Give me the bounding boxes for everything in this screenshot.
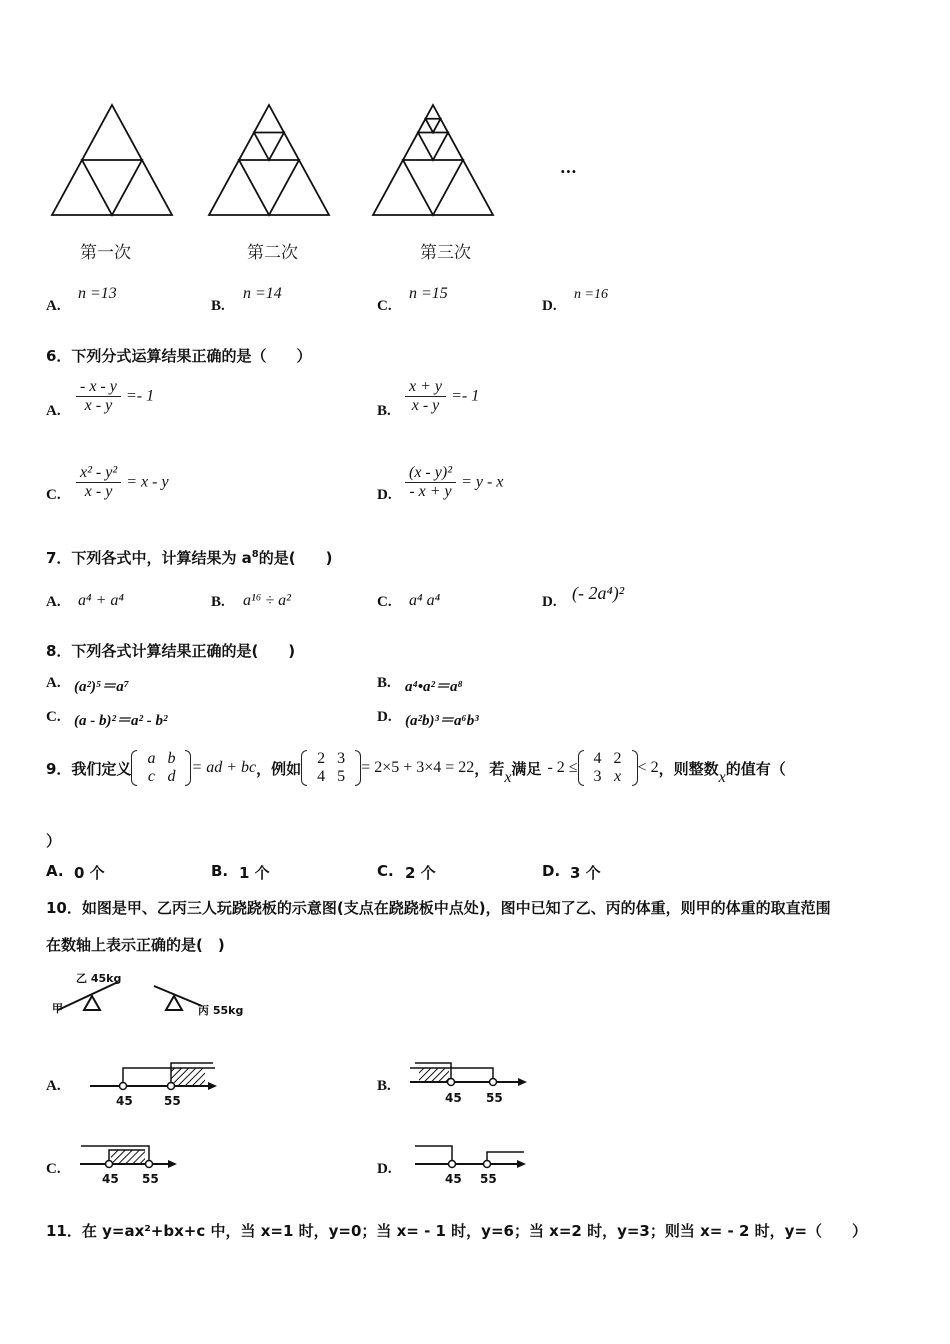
det2-d: 5	[337, 768, 346, 785]
q9-x-2: x	[718, 769, 726, 786]
q8-stem: 8．下列各式计算结果正确的是( )	[46, 642, 296, 660]
q7-stem	[46, 547, 332, 568]
q6-a-expr	[76, 378, 154, 415]
q9-b-text: 1 个	[239, 864, 270, 882]
q6-b-den: x - y	[411, 397, 440, 414]
q6-d-expr	[405, 464, 503, 501]
seesaw-1-board	[58, 982, 118, 1010]
q9-text-8: < 2	[637, 759, 659, 776]
q7-d-expr: (- 2a⁴)²	[572, 583, 625, 603]
q7-stem-pre: 7．下列各式中，计算结果为 a	[46, 549, 252, 567]
q6-b-expr	[405, 378, 479, 415]
q7-stem-post: 的是( )	[258, 549, 333, 567]
ellipsis: ...	[560, 158, 577, 177]
number-line-c	[75, 1136, 185, 1188]
q8-c-expr: (a - b)²＝a² - b²	[74, 713, 168, 729]
q8-a-expr: (a²)⁵＝a⁷	[74, 679, 129, 695]
tick-55: 55	[164, 1094, 181, 1108]
q6-a-num: - x - y	[76, 378, 121, 397]
triangle-step-2	[209, 105, 329, 215]
q6-b-rhs: =- 1	[451, 387, 480, 405]
q9-det-example	[301, 750, 361, 786]
q6-c-den: x - y	[84, 483, 113, 500]
tick-45: 45	[445, 1091, 462, 1105]
q9-text-5: ，若	[474, 759, 505, 778]
q5-option-a-label: A.	[46, 298, 61, 314]
q6-a-label: A.	[46, 403, 61, 419]
q8-d-label: D.	[377, 709, 392, 725]
q5-option-c: n =15	[409, 285, 448, 302]
q7-b-expr: a¹⁶ ÷ a²	[243, 592, 291, 609]
caption-third: 第三次	[420, 243, 471, 263]
seesaw-1-fulcrum	[84, 996, 100, 1010]
triangle-step-3	[373, 105, 493, 215]
q9-det-definition	[131, 750, 191, 786]
q11-stem: 11．在 y=ax²+bx+c 中，当 x=1 时，y=0；当 x= - 1 时，y=6；当 x=2 时，y=3；则当 x= - 2 时，y=（ ）	[46, 1222, 868, 1240]
q5-option-b-label: B.	[211, 298, 225, 314]
q9-a-text: 0 个	[74, 864, 105, 882]
q5-option-a: n =13	[78, 285, 117, 302]
q9-close-paren: ）	[46, 832, 62, 850]
q10-stem-line2: 在数轴上表示正确的是( )	[46, 936, 225, 954]
tick-45: 45	[102, 1172, 119, 1186]
q6-b-label: B.	[377, 403, 391, 419]
q10-c-label: C.	[46, 1161, 61, 1177]
q9-b-label: B.	[211, 862, 229, 880]
number-line-b	[405, 1058, 535, 1108]
q7-a-expr: a⁴ + a⁴	[78, 592, 124, 609]
q7-c-expr: a⁴ a⁴	[409, 592, 441, 609]
q7-stem-sup: 8	[251, 549, 259, 560]
q6-c-expr	[76, 464, 169, 501]
tick-55: 55	[486, 1091, 503, 1105]
det2-b: 3	[337, 750, 346, 767]
seesaw-jia-label: 甲	[52, 1002, 63, 1015]
q9-text-9: ，则整数	[658, 759, 719, 778]
q6-c-rhs: = x - y	[126, 473, 169, 491]
q9-d-label: D.	[542, 862, 561, 880]
q6-stem: 6．下列分式运算结果正确的是（ ）	[46, 347, 312, 365]
q9-text-7: - 2 ≤	[547, 759, 578, 776]
q9-det-condition	[578, 750, 638, 786]
det1-b: b	[167, 750, 176, 767]
det3-d: x	[613, 768, 622, 785]
det2-c: 4	[317, 768, 326, 785]
q6-b-num: x + y	[405, 378, 446, 397]
seesaw-figure	[46, 966, 256, 1022]
tick-45: 45	[116, 1094, 133, 1108]
q5-option-d: n =16	[574, 287, 608, 302]
q9-x-1: x	[504, 769, 512, 786]
det3-c: 3	[593, 768, 602, 785]
triangle-figure	[40, 95, 620, 230]
q7-d-label: D.	[542, 594, 557, 610]
q5-option-b: n =14	[243, 285, 282, 302]
det1-a: a	[147, 750, 156, 767]
q5-option-c-label: C.	[377, 298, 392, 314]
q9-text-1: 9．我们定义	[46, 759, 132, 778]
q10-b-label: B.	[377, 1078, 391, 1094]
q6-a-rhs: =- 1	[125, 387, 155, 405]
q5-option-d-label: D.	[542, 298, 557, 314]
q6-c-label: C.	[46, 487, 61, 503]
q10-d-label: D.	[377, 1161, 392, 1177]
seesaw-yi-label: 乙 45kg	[76, 972, 122, 985]
tick-55: 55	[480, 1172, 497, 1186]
q9-text-3: ，例如	[256, 759, 302, 778]
det1-c: c	[147, 768, 155, 785]
triangle-step-1	[52, 105, 172, 215]
tick-55: 55	[142, 1172, 159, 1186]
number-line-d	[410, 1138, 535, 1188]
tick-45: 45	[445, 1172, 462, 1186]
det2-a: 2	[317, 750, 326, 767]
q6-d-label: D.	[377, 487, 392, 503]
q6-d-num: (x - y)²	[405, 464, 456, 483]
caption-first: 第一次	[80, 243, 131, 263]
q9-text-4: = 2×5 + 3×4 = 22	[361, 759, 475, 776]
q8-a-label: A.	[46, 675, 61, 691]
q8-b-expr: a⁴•a²＝a⁸	[405, 679, 463, 695]
q8-c-label: C.	[46, 709, 61, 725]
q10-stem-line1: 10．如图是甲、乙丙三人玩跷跷板的示意图(支点在跷跷板中点处)，图中已知了乙、丙的体重，则甲的体重的取直范围	[46, 899, 831, 917]
q7-b-label: B.	[211, 594, 225, 610]
q9-d-text: 3 个	[570, 864, 601, 882]
det1-d: d	[167, 768, 176, 785]
seesaw-bing-label: 丙 55kg	[198, 1004, 244, 1017]
q6-c-num: x² - y²	[76, 464, 121, 483]
q9-a-label: A.	[46, 862, 64, 880]
q6-d-den: - x + y	[409, 483, 452, 500]
q6-d-rhs: = y - x	[461, 473, 504, 491]
q7-c-label: C.	[377, 594, 392, 610]
det3-a: 4	[593, 750, 602, 767]
q9-text-2: = ad + bc	[191, 759, 257, 776]
q9-c-text: 2 个	[405, 864, 436, 882]
q9-stem	[46, 742, 786, 794]
q9-text-10: 的值有（	[725, 759, 786, 778]
det3-b: 2	[613, 750, 622, 767]
seesaw-2-fulcrum	[166, 996, 182, 1010]
number-line-a	[85, 1058, 225, 1108]
q8-d-expr: (a²b)³＝a⁶b³	[405, 713, 479, 729]
q9-c-label: C.	[377, 862, 394, 880]
q7-a-label: A.	[46, 594, 61, 610]
q8-b-label: B.	[377, 675, 391, 691]
q10-a-label: A.	[46, 1078, 61, 1094]
caption-second: 第二次	[247, 243, 298, 263]
q9-text-6: 满足	[511, 759, 542, 778]
q6-a-den: x - y	[84, 397, 113, 414]
